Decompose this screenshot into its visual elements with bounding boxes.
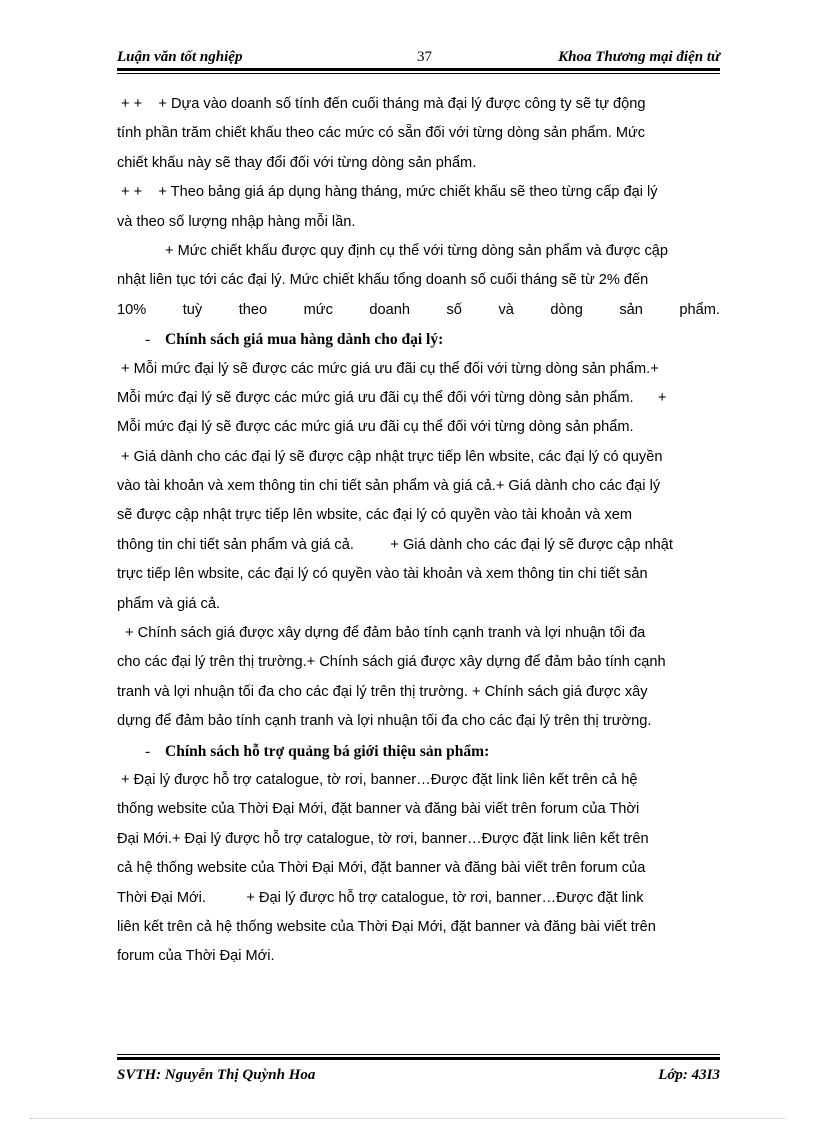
body-line: phẩm và giá cả. [117,595,221,612]
body-line: cả hệ thống website của Thời Đại Mới, đặt banner và đăng bài viết trên forum của [117,860,646,877]
spread-word: 10% [117,301,147,318]
spread-word: doanh [369,301,410,318]
body-line: liên kết trên cả hệ thống website của Thời Đại Mới, đặt banner và đăng bài viết trên [117,918,656,935]
header-rule-thin [117,73,720,74]
spread-word: dòng [550,301,583,318]
header-thesis-title: Luận văn tốt nghiệp [117,49,243,65]
spread-word: tuỳ [182,301,203,318]
spread-word: phẩm. [679,301,720,318]
body-line: Đại Mới.+ Đại lý được hỗ trợ catalogue, tờ rơi, banner…Được đặt link liên kết trên [117,830,649,847]
spread-word: theo [238,301,268,318]
body-line: thống website của Thời Đại Mới, đặt banner và đăng bài viết trên forum của Thời [117,801,640,818]
body-line: cho các đại lý trên thị trường.+ Chính sách giá được xây dựng để đảm bảo tính cạnh [117,654,666,671]
header-faculty: Khoa Thương mại điện tử [558,49,720,65]
body-line: + Giá dành cho các đại lý sẽ được cập nhật trực tiếp lên wbsite, các đại lý có quyền [117,448,663,465]
heading-text: Chính sách giá mua hàng dành cho đại lý: [165,331,444,349]
footer-rule-thick [117,1057,720,1060]
bullet-dash: - [145,742,151,760]
page-bottom-edge [30,1118,786,1119]
body-line: nhật liên tục tới các đại lý. Mức chiết khấu tổng doanh số cuối tháng sẽ từ 2% đến [117,272,649,289]
bullet-dash: - [145,331,151,349]
body-line: tranh và lợi nhuận tối đa cho các đại lý trên thị trường. + Chính sách giá được xây [117,683,648,700]
body-line [117,119,720,148]
body-line: trực tiếp lên wbsite, các đại lý có quyền vào tài khoản và xem thông tin chi tiết sản [117,566,648,583]
body-line: Thời Đại Mới. + Đại lý được hỗ trợ catalogue, tờ rơi, banner…Được đặt link [117,889,644,906]
footer-student-name: SVTH: Nguyễn Thị Quỳnh Hoa [117,1067,316,1083]
justified-text: tính phần trăm chiết khấu theo các mức có sẵn đối với từng dòng sản phẩm. Mức [117,125,646,142]
body-line: + + + Dựa vào doanh số tính đến cuối tháng mà đại lý được công ty sẽ tự động [117,96,646,112]
running-header [117,46,720,74]
footer-class: Lớp: 43I3 [658,1067,720,1083]
spread-word: số [446,301,462,318]
page-number: 37 [417,49,432,65]
body-line: chiết khấu này sẽ thay đổi đối với từng dòng sản phẩm. [117,154,477,171]
body-line: + Chính sách giá được xây dựng để đảm bảo tính cạnh tranh và lợi nhuận tối đa [117,625,646,642]
body-line: + Đại lý được hỗ trợ catalogue, tờ rơi, banner…Được đặt link liên kết trên cả hệ [117,771,638,788]
body-line: vào tài khoản và xem thông tin chi tiết sản phẩm và giá cả.+ Giá dành cho các đại lý [117,478,661,495]
header-rule-thick [117,68,720,71]
section-heading-price-policy [117,325,720,354]
spread-word: mức [303,301,333,318]
body-line: + + + Theo bảng giá áp dụng hàng tháng, mức chiết khấu sẽ theo từng cấp đại lý [117,184,658,201]
spread-word: và [498,301,514,318]
body-line: sẽ được cập nhật trực tiếp lên wbsite, các đại lý có quyền vào tài khoản và xem [117,507,633,524]
section-heading-promotion-support [117,737,720,766]
spread-line [117,296,720,325]
footer-rule-thin [117,1054,720,1055]
body-line: dựng để đảm bảo tính cạnh tranh và lợi nhuận tối đa cho các đại lý trên thị trường. [117,713,652,730]
heading-text: Chính sách hỗ trợ quảng bá giới thiệu sản phẩm: [165,742,490,760]
body-line: + Mỗi mức đại lý sẽ được các mức giá ưu đãi cụ thể đối với từng dòng sản phẩm.+ [117,360,659,377]
document-body [117,90,720,972]
body-line: Mỗi mức đại lý sẽ được các mức giá ưu đãi cụ thể đối với từng dòng sản phẩm. + [117,389,667,406]
body-line: thông tin chi tiết sản phẩm và giá cả. + Giá dành cho các đại lý sẽ được cập nhật [117,536,673,553]
body-line: + Mức chiết khấu được quy định cụ thể với từng dòng sản phẩm và được cập [165,242,669,259]
spread-word: sản [619,301,643,318]
body-line: và theo số lượng nhập hàng mỗi lần. [117,213,356,230]
body-line: forum của Thời Đại Mới. [117,948,275,965]
running-footer [117,1054,720,1086]
body-line: Mỗi mức đại lý sẽ được các mức giá ưu đãi cụ thể đối với từng dòng sản phẩm. [117,419,634,436]
